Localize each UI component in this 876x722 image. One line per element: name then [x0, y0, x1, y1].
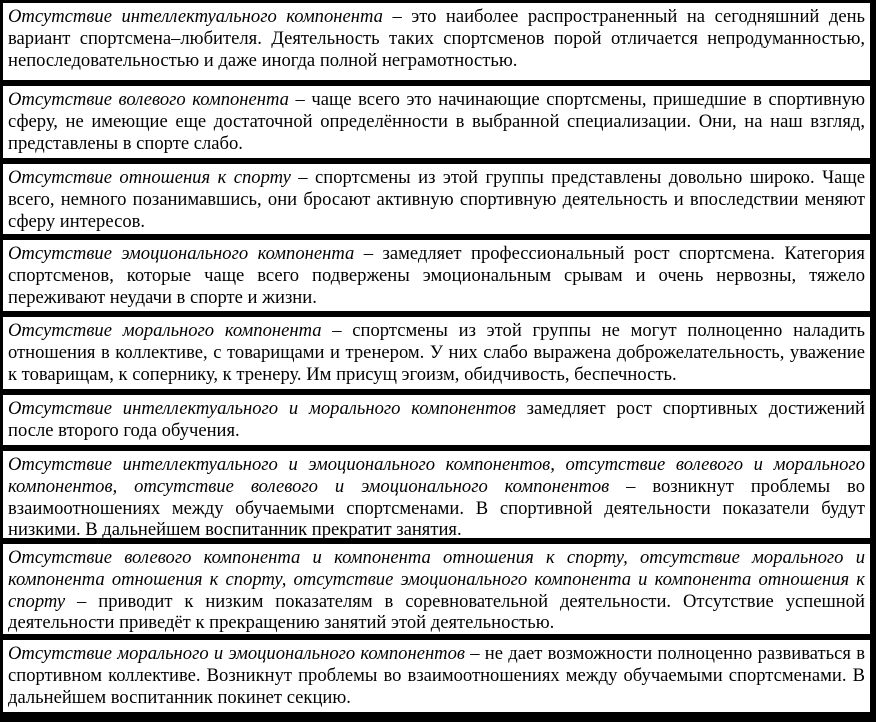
table-row [3, 3, 870, 80]
row-description: – чаще всего это начинающие спортсмены, пришедшие в спортивную сферу, не имеющие еще достаточной определённости в выбранной специализации. Они, на наш взгляд, представлены в спорте слабо. [8, 89, 866, 154]
row-description: – возникнут проблемы во взаимоотношениях между обучаемыми спортсменами. В спортивной деятельности показатели будут низкими. В дальнейшем воспитанник прекратит занятия. [8, 475, 865, 541]
row-lead-term: Отсутствие морального и эмоционального компонентов [8, 643, 465, 664]
table-row [3, 640, 870, 712]
table-row [3, 395, 870, 445]
row-lead-term: Отсутствие волевого компонента и компонента отношения к спорту, отсутствие морального и компонента отношения к спорту, отсутствие эмоционального компонента и компонента отношения к спорту [8, 547, 865, 612]
row-lead-term: Отсутствие эмоционального компонента [8, 243, 355, 264]
row-description: – замедляет профессиональный рост спортсмена. Категория спортсменов, которые чаще всего подвержены эмоциональным срывам и очень нервозны, тяжело переживают неудачи в спорте и жизни. [8, 243, 865, 308]
table-row [3, 86, 870, 158]
row-lead-term: Отсутствие морального компонента [8, 320, 322, 341]
component-table [3, 3, 870, 712]
table-row [3, 240, 870, 311]
row-description: замедляет рост спортивных достижений после второго года обучения. [8, 398, 865, 441]
table-row [3, 164, 870, 234]
table-row [3, 317, 870, 389]
table-row [3, 544, 870, 634]
row-description: – спортсмены из этой группы не могут полноценно наладить отношения в коллективе, с товарищами и тренером. У них слабо выражена доброжелательность, уважение к товарищам, к сопернику, к тренеру. Им присущ эгоизм, обидчивость, беспечность. [8, 320, 865, 385]
row-description: – это наиболее распространенный на сегодняшний день вариант спортсмена–любителя. Деятельность таких спортсменов порой отличается непродуманностью, непоследовательностью и даже иногда полной неграмотностью. [8, 6, 865, 71]
row-lead-term: Отсутствие отношения к спорту [8, 167, 291, 188]
row-description: – спортсмены из этой группы представлены довольно широко. Чаще всего, немного позанимавшись, они бросают активную спортивную деятельность и впоследствии меняют сферу интересов. [8, 167, 865, 232]
row-lead-term: Отсутствие интеллектуального и эмоционального компонентов, отсутствие волевого и морального компонентов, отсутствие волевого и эмоционального компонентов [8, 454, 865, 497]
row-lead-term: Отсутствие интеллектуального компонента [8, 6, 383, 27]
table-row [3, 451, 870, 541]
row-description: – не дает возможности полноценно развиваться в спортивном коллективе. Возникнут проблемы во взаимоотношениях между обучаемыми спортсменами. В дальнейшем воспитанник покинет секцию. [8, 643, 865, 708]
row-lead-term: Отсутствие волевого компонента [8, 89, 289, 110]
row-lead-term: Отсутствие интеллектуального и морального компонентов [8, 398, 516, 419]
row-description: – приводит к низким показателям в соревновательной деятельности. Отсутствие успешной деятельности приведёт к прекращению занятий этой деятельностью. [8, 590, 865, 634]
